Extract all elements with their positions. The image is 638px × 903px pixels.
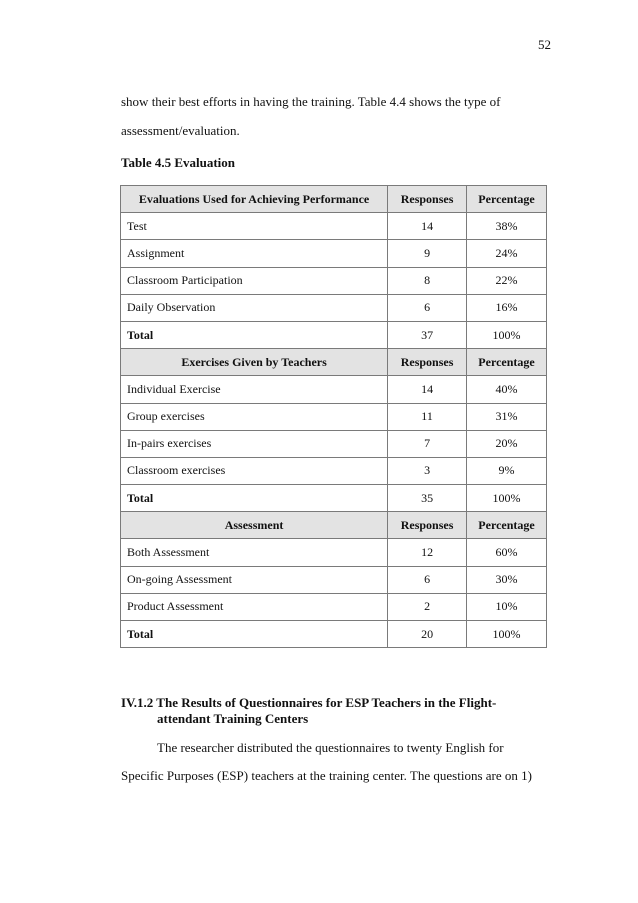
row-responses: 6 (388, 294, 467, 321)
table-row (121, 403, 547, 430)
table-row (121, 539, 547, 566)
row-label: Classroom Participation (121, 267, 388, 294)
row-percentage: 24% (467, 240, 547, 267)
table-header-row (121, 349, 547, 376)
table-header-row (121, 512, 547, 539)
header-responses: Responses (388, 512, 467, 539)
total-percentage: 100% (467, 621, 547, 648)
header-responses: Responses (388, 349, 467, 376)
header-label: Evaluations Used for Achieving Performance (121, 186, 388, 213)
table-row (121, 294, 547, 321)
table-header-row (121, 186, 547, 213)
row-percentage: 20% (467, 430, 547, 457)
paragraph-line: assessment/evaluation. (121, 123, 240, 138)
row-responses: 14 (388, 213, 467, 240)
table-row (121, 267, 547, 294)
section-heading-line: IV.1.2 The Results of Questionnaires for ESP Teachers in the Flight- (121, 695, 497, 710)
row-responses: 7 (388, 430, 467, 457)
row-percentage: 9% (467, 457, 547, 484)
page-number: 52 (538, 37, 551, 52)
total-label: Total (121, 321, 388, 348)
table-row (121, 457, 547, 484)
row-responses: 3 (388, 457, 467, 484)
row-responses: 14 (388, 376, 467, 403)
paragraph-line: The researcher distributed the questionnaires to twenty English for (157, 740, 504, 755)
row-label: Group exercises (121, 403, 388, 430)
header-label: Assessment (121, 512, 388, 539)
table-row (121, 213, 547, 240)
row-label: Both Assessment (121, 539, 388, 566)
header-percentage: Percentage (467, 186, 547, 213)
row-percentage: 10% (467, 593, 547, 620)
total-label: Total (121, 485, 388, 512)
row-responses: 2 (388, 593, 467, 620)
table-row (121, 593, 547, 620)
total-percentage: 100% (467, 321, 547, 348)
total-percentage: 100% (467, 485, 547, 512)
table-total-row (121, 321, 547, 348)
table-caption: Table 4.5 Evaluation (121, 155, 236, 170)
header-label: Exercises Given by Teachers (121, 349, 388, 376)
header-responses: Responses (388, 186, 467, 213)
row-responses: 6 (388, 566, 467, 593)
row-label: Daily Observation (121, 294, 388, 321)
row-percentage: 30% (467, 566, 547, 593)
section-heading-line: attendant Training Centers (157, 711, 309, 726)
row-percentage: 60% (467, 539, 547, 566)
total-responses: 35 (388, 485, 467, 512)
row-label: On-going Assessment (121, 566, 388, 593)
row-percentage: 16% (467, 294, 547, 321)
row-label: Classroom exercises (121, 457, 388, 484)
row-responses: 9 (388, 240, 467, 267)
section-heading (121, 695, 496, 727)
row-percentage: 31% (467, 403, 547, 430)
total-responses: 20 (388, 621, 467, 648)
row-label: In-pairs exercises (121, 430, 388, 457)
table-row (121, 376, 547, 403)
row-responses: 12 (388, 539, 467, 566)
row-percentage: 40% (467, 376, 547, 403)
row-percentage: 38% (467, 213, 547, 240)
table-row (121, 430, 547, 457)
row-responses: 8 (388, 267, 467, 294)
row-label: Test (121, 213, 388, 240)
row-responses: 11 (388, 403, 467, 430)
header-percentage: Percentage (467, 512, 547, 539)
table-total-row (121, 485, 547, 512)
row-label: Individual Exercise (121, 376, 388, 403)
paragraph-line: Specific Purposes (ESP) teachers at the training center. The questions are on 1) (121, 768, 532, 783)
table-total-row (121, 621, 547, 648)
row-label: Assignment (121, 240, 388, 267)
table-row (121, 240, 547, 267)
paragraph-line: show their best efforts in having the training. Table 4.4 shows the type of (121, 94, 501, 109)
total-responses: 37 (388, 321, 467, 348)
table-row (121, 566, 547, 593)
row-label: Product Assessment (121, 593, 388, 620)
total-label: Total (121, 621, 388, 648)
header-percentage: Percentage (467, 349, 547, 376)
row-percentage: 22% (467, 267, 547, 294)
evaluation-table (120, 185, 547, 648)
